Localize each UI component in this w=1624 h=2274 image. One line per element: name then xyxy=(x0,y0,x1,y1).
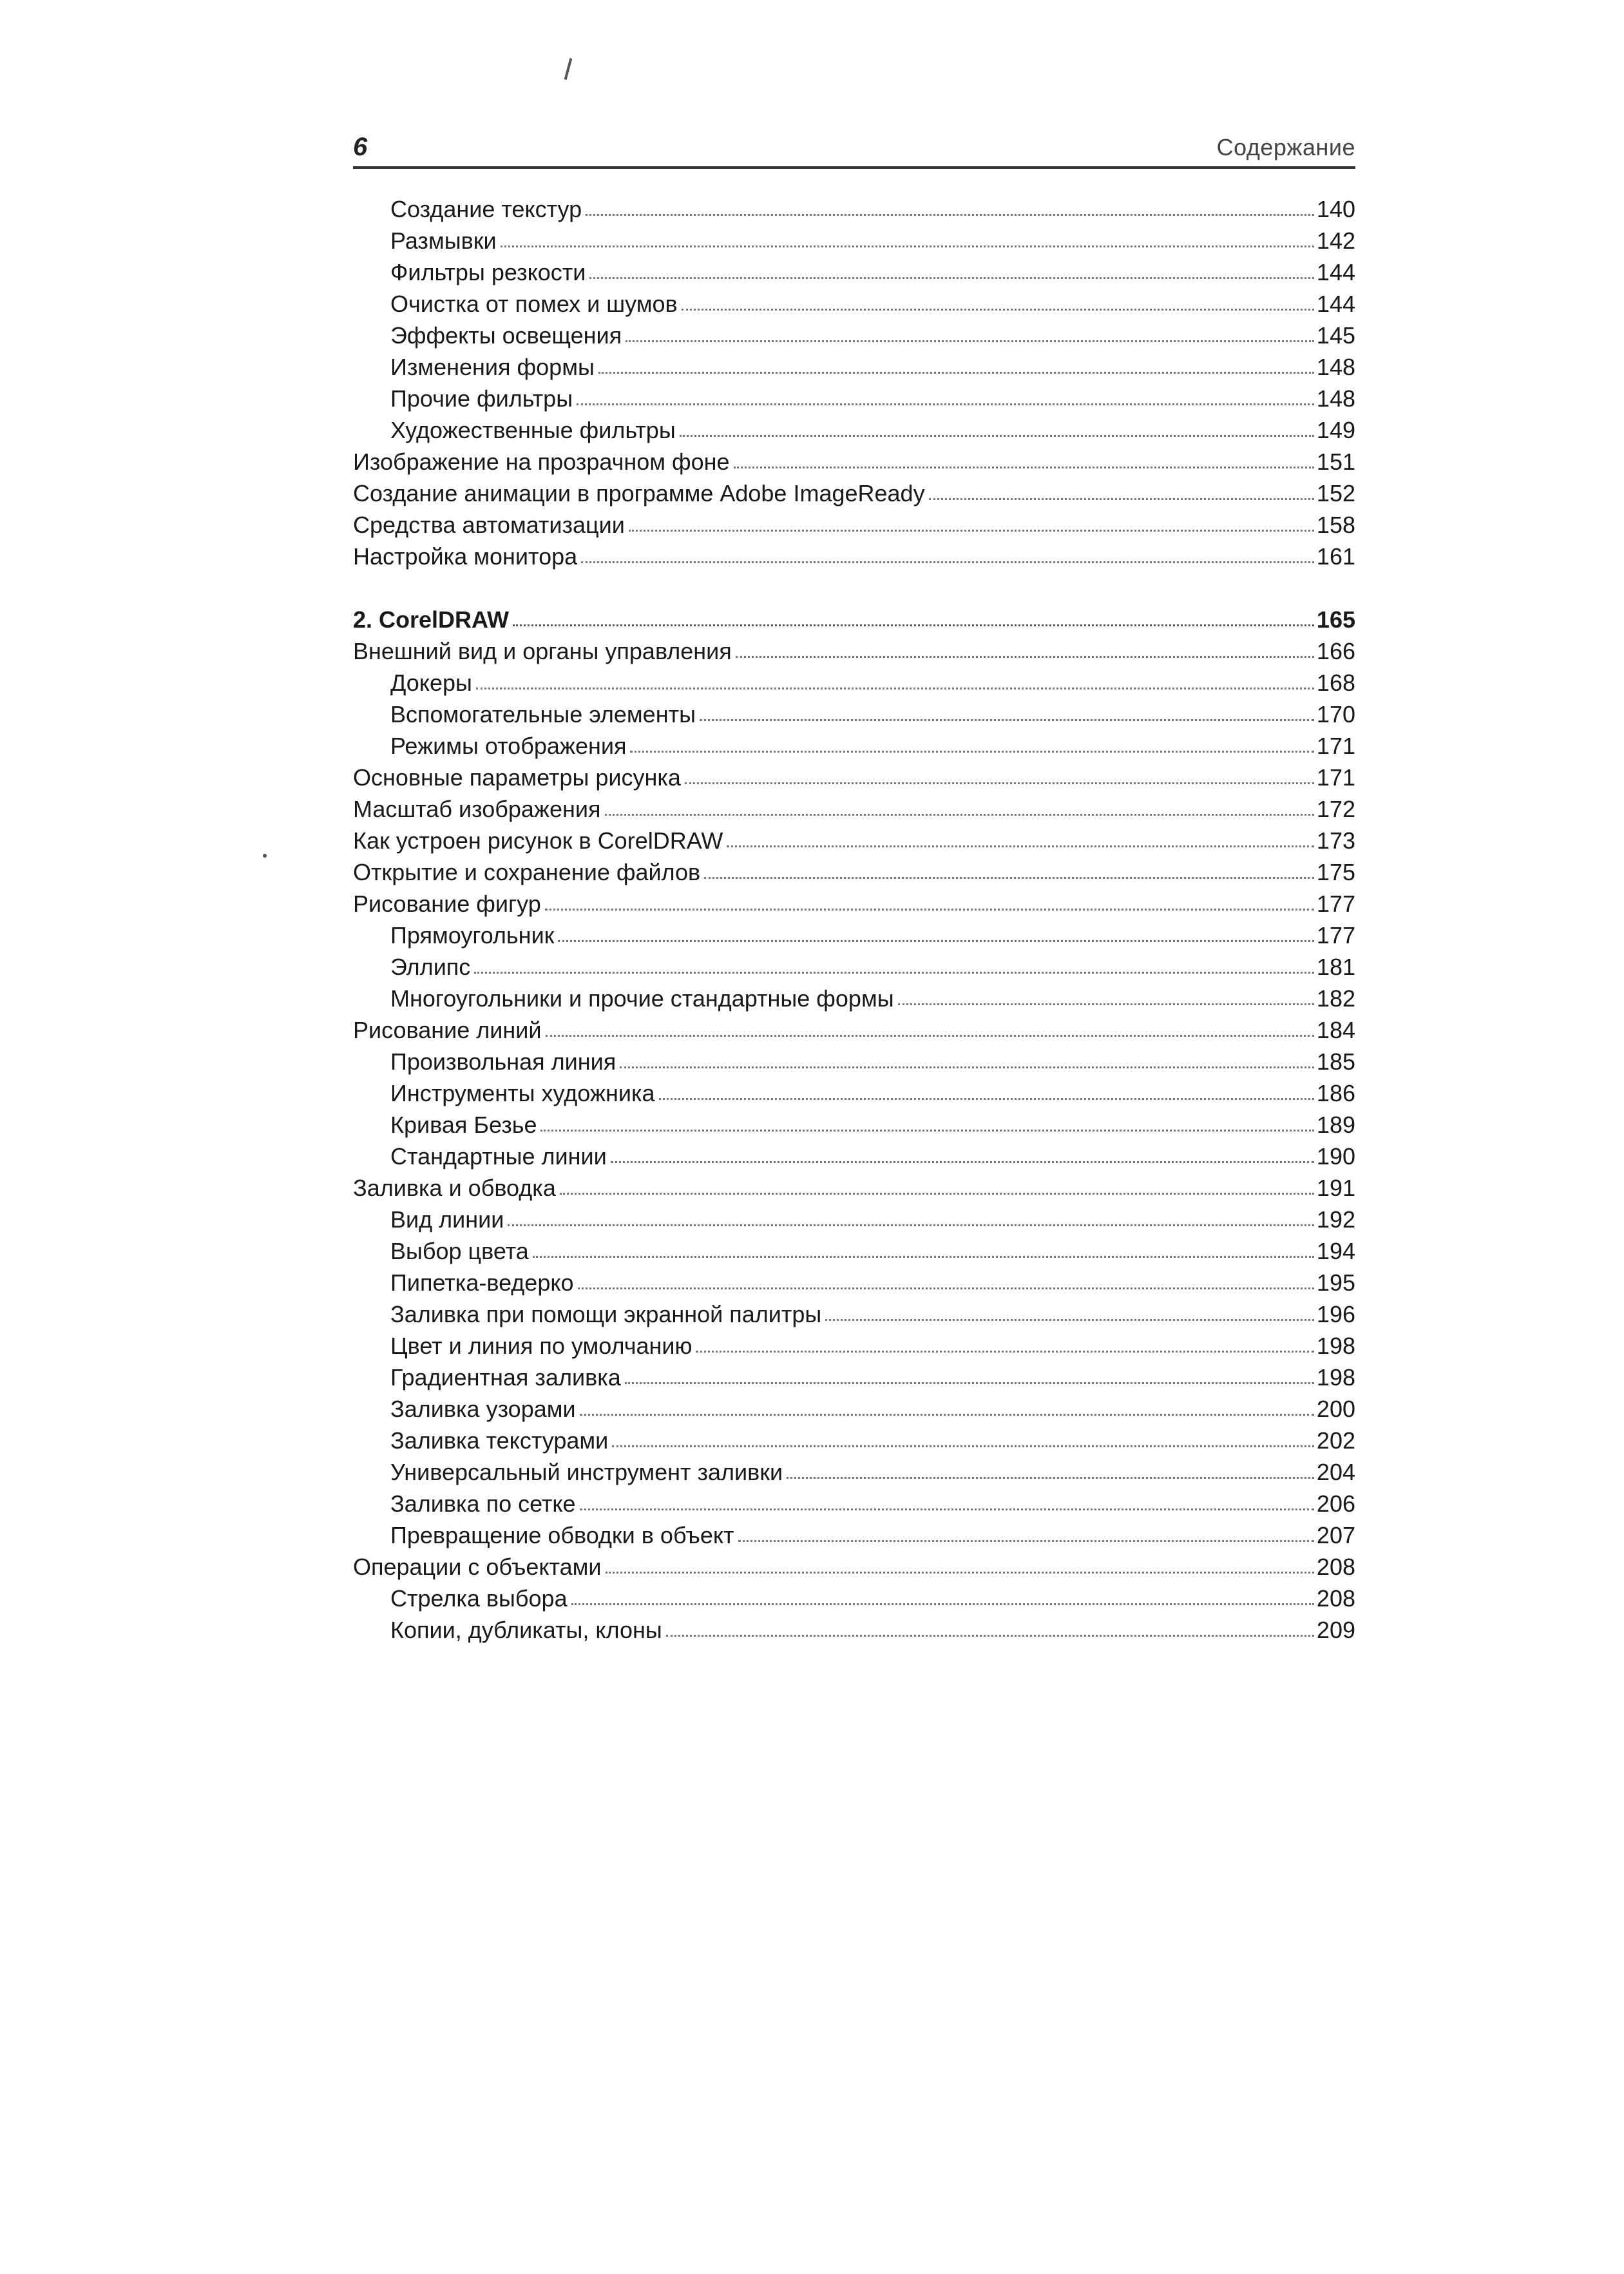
toc-entry-page: 208 xyxy=(1316,1585,1355,1612)
table-of-contents xyxy=(353,193,1355,1646)
toc-entry-title: Художественные фильтры xyxy=(390,417,676,443)
toc-entry-title: Размывки xyxy=(390,227,497,254)
toc-entry xyxy=(353,1172,1355,1204)
toc-entry xyxy=(353,1298,1355,1330)
dot-leader xyxy=(625,1382,1314,1384)
toc-entry-title: Вид линии xyxy=(390,1206,504,1233)
toc-entry-title: Создание анимации в программе Adobe ImageReady xyxy=(353,480,925,506)
toc-entry-page: 161 xyxy=(1316,543,1355,570)
page-header xyxy=(353,129,1355,168)
dot-leader xyxy=(700,718,1314,721)
toc-entry-page: 145 xyxy=(1316,322,1355,349)
toc-entry xyxy=(353,288,1355,320)
toc-entry-title: Заливка при помощи экранной палитры xyxy=(390,1301,822,1327)
toc-entry xyxy=(353,1077,1355,1109)
dot-leader xyxy=(501,245,1314,247)
toc-entry-page: 192 xyxy=(1316,1206,1355,1233)
toc-entry-page: 140 xyxy=(1316,196,1355,222)
toc-entry xyxy=(353,1551,1355,1583)
dot-leader xyxy=(659,1097,1314,1100)
toc-entry-page: 172 xyxy=(1316,796,1355,822)
toc-entry xyxy=(353,320,1355,351)
dot-leader xyxy=(533,1255,1314,1258)
dot-leader xyxy=(929,497,1314,500)
toc-entry xyxy=(353,1488,1355,1519)
toc-entry xyxy=(353,477,1355,509)
toc-entry xyxy=(353,1109,1355,1141)
dot-leader xyxy=(558,939,1314,942)
toc-entry xyxy=(353,1583,1355,1614)
dot-leader xyxy=(736,655,1314,658)
toc-entry-title: Операции с объектами xyxy=(353,1554,602,1580)
toc-entry-title: Как устроен рисунок в CorelDRAW xyxy=(353,827,723,854)
toc-entry-title: Докеры xyxy=(390,670,472,696)
toc-entry-title: Универсальный инструмент заливки xyxy=(390,1459,783,1485)
toc-entry-page: 204 xyxy=(1316,1459,1355,1485)
toc-entry-page: 194 xyxy=(1316,1238,1355,1264)
dot-leader xyxy=(589,276,1314,279)
toc-entry xyxy=(353,951,1355,983)
toc-entry-page: 170 xyxy=(1316,701,1355,727)
toc-entry xyxy=(353,509,1355,541)
toc-entry-title: Эффекты освещения xyxy=(390,322,622,349)
toc-entry xyxy=(353,635,1355,667)
dot-leader xyxy=(825,1318,1314,1321)
toc-entry-title: Изменения формы xyxy=(390,354,595,380)
toc-entry xyxy=(353,1235,1355,1267)
toc-entry xyxy=(353,414,1355,446)
toc-entry-title: Заливка текстурами xyxy=(390,1427,609,1454)
toc-entry-page: 171 xyxy=(1316,764,1355,791)
dot-leader xyxy=(727,845,1314,847)
toc-entry xyxy=(353,920,1355,951)
toc-entry-title: Фильтры резкости xyxy=(390,259,586,285)
toc-entry-title: Рисование линий xyxy=(353,1017,542,1043)
dot-leader xyxy=(580,1508,1314,1510)
dot-leader xyxy=(577,403,1314,405)
toc-entry-page: 151 xyxy=(1316,448,1355,475)
toc-entry-title: Очистка от помех и шумов xyxy=(390,291,678,317)
toc-entry xyxy=(353,699,1355,730)
toc-entry-page: 190 xyxy=(1316,1143,1355,1170)
toc-entry-title: Стрелка выбора xyxy=(390,1585,568,1612)
toc-entry xyxy=(353,793,1355,825)
toc-entry-page: 196 xyxy=(1316,1301,1355,1327)
dot-leader xyxy=(612,1445,1314,1447)
toc-entry-page: 177 xyxy=(1316,922,1355,949)
toc-entry-page: 142 xyxy=(1316,227,1355,254)
dot-leader xyxy=(586,213,1314,216)
toc-entry-page: 149 xyxy=(1316,417,1355,443)
toc-entry-page: 200 xyxy=(1316,1396,1355,1422)
toc-entry-page: 171 xyxy=(1316,733,1355,759)
dot-leader xyxy=(560,1192,1314,1195)
toc-entry-title: Настройка монитора xyxy=(353,543,578,570)
toc-entry xyxy=(353,541,1355,572)
toc-entry xyxy=(353,225,1355,256)
toc-entry-page: 148 xyxy=(1316,354,1355,380)
toc-entry-page: 144 xyxy=(1316,291,1355,317)
dot-leader xyxy=(738,1539,1314,1542)
toc-entry xyxy=(353,1393,1355,1425)
toc-entry xyxy=(353,1425,1355,1456)
toc-entry-title: Выбор цвета xyxy=(390,1238,529,1264)
toc-entry-page: 177 xyxy=(1316,891,1355,917)
toc-entry-page: 184 xyxy=(1316,1017,1355,1043)
dot-leader xyxy=(598,371,1314,374)
toc-entry-title: Многоугольники и прочие стандартные формы xyxy=(390,985,894,1012)
dot-leader xyxy=(606,1571,1314,1574)
dot-leader xyxy=(571,1603,1314,1605)
toc-entry-page: 144 xyxy=(1316,259,1355,285)
running-title: Содержание xyxy=(1216,134,1355,160)
toc-entry xyxy=(353,856,1355,888)
toc-part-heading xyxy=(353,604,1355,635)
toc-entry-title: Создание текстур xyxy=(390,196,582,222)
dot-leader xyxy=(680,434,1314,437)
toc-entry xyxy=(353,1204,1355,1235)
toc-entry-title: Стандартные линии xyxy=(390,1143,607,1170)
toc-entry xyxy=(353,193,1355,225)
toc-entry-page: 168 xyxy=(1316,670,1355,696)
toc-entry xyxy=(353,1519,1355,1551)
dot-leader xyxy=(580,1413,1314,1416)
dot-leader xyxy=(546,1034,1314,1037)
toc-entry xyxy=(353,1014,1355,1046)
dot-leader xyxy=(545,908,1314,911)
toc-entry xyxy=(353,351,1355,383)
toc-entry-page: 152 xyxy=(1316,480,1355,506)
toc-entry-page: 209 xyxy=(1316,1617,1355,1643)
toc-entry-title: Цвет и линия по умолчанию xyxy=(390,1333,693,1359)
toc-entry-page: 191 xyxy=(1316,1175,1355,1201)
toc-entry-title: Режимы отображения xyxy=(390,733,627,759)
dot-leader xyxy=(626,340,1314,342)
toc-entry-page: 175 xyxy=(1316,859,1355,885)
toc-entry-page: 198 xyxy=(1316,1364,1355,1391)
toc-entry-title: Заливка узорами xyxy=(390,1396,576,1422)
toc-entry xyxy=(353,1046,1355,1077)
toc-entry-page: 185 xyxy=(1316,1048,1355,1075)
toc-entry xyxy=(353,667,1355,699)
dot-leader xyxy=(734,466,1314,468)
dot-leader xyxy=(898,1003,1314,1005)
toc-entry-page: 181 xyxy=(1316,954,1355,980)
toc-entry-title: Основные параметры рисунка xyxy=(353,764,681,791)
toc-entry-page: 207 xyxy=(1316,1522,1355,1548)
toc-entry xyxy=(353,383,1355,414)
dot-leader xyxy=(629,529,1314,532)
toc-entry-title: Внешний вид и органы управления xyxy=(353,638,732,664)
toc-entry-page: 158 xyxy=(1316,512,1355,538)
dot-leader xyxy=(513,624,1314,626)
page-number: 6 xyxy=(353,133,368,161)
dot-leader xyxy=(630,750,1314,753)
toc-entry-title: Прямоугольник xyxy=(390,922,555,949)
dot-leader xyxy=(605,813,1314,816)
toc-entry-page: 182 xyxy=(1316,985,1355,1012)
toc-entry-title: Вспомогательные элементы xyxy=(390,701,696,727)
toc-entry-page: 206 xyxy=(1316,1490,1355,1517)
dot-leader xyxy=(620,1066,1314,1068)
toc-entry-title: Кривая Безье xyxy=(390,1112,537,1138)
scan-speck xyxy=(263,854,267,858)
toc-entry-title: Прочие фильтры xyxy=(390,385,573,412)
toc-entry-title: Копии, дубликаты, клоны xyxy=(390,1617,662,1643)
dot-leader xyxy=(682,308,1314,311)
toc-entry-page: 189 xyxy=(1316,1112,1355,1138)
dot-leader xyxy=(685,782,1314,784)
toc-entry-title: Заливка по сетке xyxy=(390,1490,576,1517)
dot-leader xyxy=(787,1476,1314,1479)
toc-entry xyxy=(353,1456,1355,1488)
toc-entry-title: Средства автоматизации xyxy=(353,512,625,538)
toc-entry xyxy=(353,983,1355,1014)
header-rule xyxy=(353,166,1355,169)
toc-entry xyxy=(353,446,1355,477)
toc-entry-title: Масштаб изображения xyxy=(353,796,601,822)
dot-leader xyxy=(666,1634,1314,1637)
toc-entry-title: Пипетка-ведерко xyxy=(390,1269,574,1296)
toc-entry-page: 195 xyxy=(1316,1269,1355,1296)
toc-entry-title: Превращение обводки в объект xyxy=(390,1522,734,1548)
toc-entry xyxy=(353,1614,1355,1646)
dot-leader xyxy=(476,687,1314,689)
toc-entry-page: 202 xyxy=(1316,1427,1355,1454)
toc-entry-title: Эллипс xyxy=(390,954,471,980)
toc-entry-page: 198 xyxy=(1316,1333,1355,1359)
dot-leader xyxy=(540,1129,1314,1132)
toc-entry xyxy=(353,256,1355,288)
toc-entry xyxy=(353,1141,1355,1172)
toc-entry-title: Инструменты художника xyxy=(390,1080,655,1106)
dot-leader xyxy=(508,1224,1314,1226)
dot-leader xyxy=(611,1161,1314,1163)
toc-entry-page: 208 xyxy=(1316,1554,1355,1580)
toc-entry xyxy=(353,1267,1355,1298)
toc-entry-title: Заливка и обводка xyxy=(353,1175,556,1201)
toc-entry-page: 166 xyxy=(1316,638,1355,664)
toc-entry-title: Градиентная заливка xyxy=(390,1364,621,1391)
dot-leader xyxy=(578,1287,1314,1289)
toc-entry-page: 148 xyxy=(1316,385,1355,412)
toc-entry-title: Изображение на прозрачном фоне xyxy=(353,448,730,475)
toc-entry-title: Произвольная линия xyxy=(390,1048,616,1075)
dot-leader xyxy=(696,1350,1314,1353)
toc-entry xyxy=(353,1330,1355,1362)
dot-leader xyxy=(474,971,1314,974)
toc-entry xyxy=(353,762,1355,793)
toc-entry-title: Рисование фигур xyxy=(353,891,541,917)
dot-leader xyxy=(581,561,1314,563)
scan-speck xyxy=(564,58,573,80)
dot-leader xyxy=(704,876,1314,879)
toc-entry xyxy=(353,1362,1355,1393)
toc-entry-page: 186 xyxy=(1316,1080,1355,1106)
toc-entry-title: Открытие и сохранение файлов xyxy=(353,859,701,885)
toc-entry xyxy=(353,825,1355,856)
toc-entry-page: 173 xyxy=(1316,827,1355,854)
toc-entry xyxy=(353,888,1355,920)
toc-entry-page: 165 xyxy=(1316,606,1355,633)
toc-entry xyxy=(353,730,1355,762)
toc-entry-title: 2. CorelDRAW xyxy=(353,606,510,633)
